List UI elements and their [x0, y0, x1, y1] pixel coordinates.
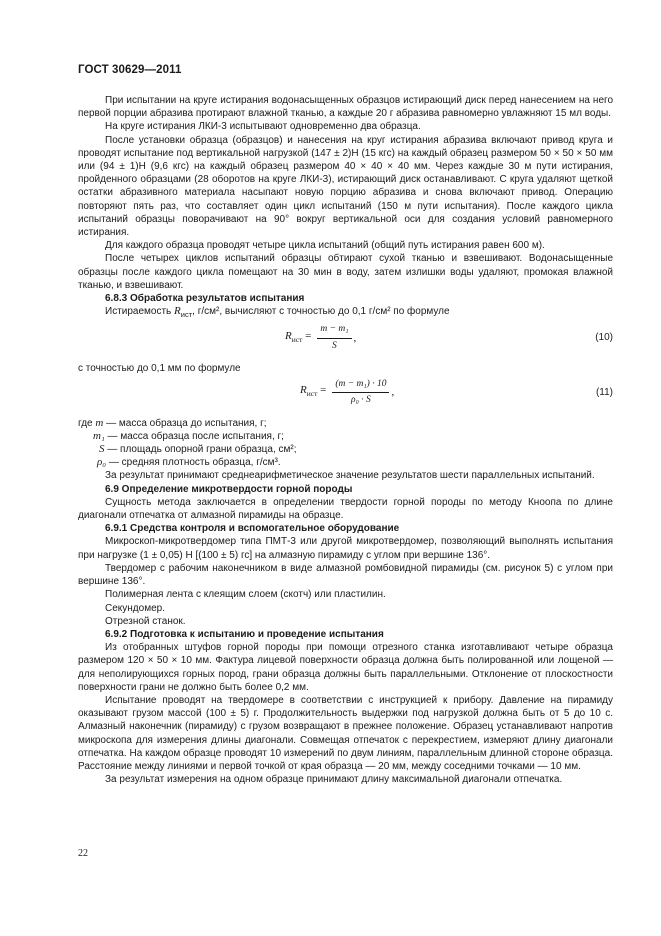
formula-lhs: $R_{ист}$ =: [285, 329, 312, 345]
equipment-item: Полимерная лента с клеящим слоем (скотч) или пластилин.: [105, 589, 386, 601]
formula-number: (10): [595, 332, 613, 344]
fraction-denominator: S: [332, 340, 337, 351]
intro-text: Истираемость: [105, 306, 175, 318]
paragraph: Из отобранных штуфов горной породы при помощи отрезного станка изготавливают четыре образца размером 120 × 50 × 10 мм. Фактура лицевой поверхности образца должна быть полированной или лощеной — для неполирующихся горных пород, грани образца должны быть параллельными. Отклонение от плоскостности поверхности грани не должно быть более 0,2 мм.: [78, 642, 613, 693]
paragraph: После установки образца (образцов) и нанесения на круг истирания абразива включают привод круга и проводят испытание под вертикальной нагрузкой (147 ± 2)Н (15 кгс) на каждый образец размером 50 × 50 × 50 мм или (94 ± 1)Н (9,6 кгс) на каждый образец размером 40 × 40 × 40 мм. Через каждые 30 м пути истирания, пройденного образцами (28 оборотов на круге ЛКИ-3), истирающий диск останавливают. С круга удаляют щеткой остатки абразивного материала насыпают новую порцию абразива и снова включают привод. Операцию повторяют пять раз, что составляет один цикл испытаний (150 м пути испытания). После каждого цикла испытаний образцы поворачивают на 90° вокруг вертикальной оси для создания условий равномерного истирания.: [78, 134, 613, 239]
intro-text: , г/см², вычисляют с точностью до 0,1 г/см² по формуле: [192, 306, 450, 318]
page-content: [78, 94, 613, 786]
symbol-r: R: [174, 305, 181, 318]
paragraph: За результат измерения на одном образце принимают длину максимальной диагонали отпечатка.: [105, 774, 563, 786]
definition-item: где m — масса образца до испытания, г;: [78, 416, 267, 429]
paragraph: При испытании на круге истирания водонасыщенных образцов истирающий диск перед нанесением на него первой порции абразива протирают влажной тканью, а каждые 20 г абразива равномерно увлажняют 15 мл воды.: [78, 95, 613, 120]
formula-expression: $R_{ист}$ = $\frac{\text{m − m₁}}{S}$ ,: [285, 323, 356, 352]
fraction-denominator: ρ₀ · S: [351, 394, 371, 405]
definition-item: m₁ — масса образца после испытания, г;: [93, 429, 284, 442]
fraction: [317, 323, 351, 352]
definitions-list: [78, 417, 613, 470]
fraction: [332, 378, 389, 407]
fraction-numerator: (m − m₁) · 10: [332, 378, 389, 393]
section-heading-6-9-1: 6.9.1 Средства контроля и вспомогательное оборудование: [105, 523, 400, 535]
symbol-sub: ист: [180, 310, 193, 320]
section-heading-6-9: 6.9 Определение микротвердости горной породы: [105, 483, 353, 495]
paragraph: На круге истирания ЛКИ-3 испытывают одновременно два образца.: [105, 121, 421, 133]
equipment-item: Микроскоп-микротвердомер типа ПМТ-3 или другой микротвердомер, позволяющий выполнять испытания при нагрузке (1 ± 0,05) Н [(100 ± 5) гс] на алмазную пирамиду с углом при вершине 136°.: [78, 536, 613, 561]
document-header: ГОСТ 30629—2011: [78, 64, 182, 76]
equipment-item: Отрезной станок.: [105, 615, 186, 627]
formula-10: [78, 323, 613, 359]
page-number: 22: [78, 848, 88, 859]
formula-lhs: $R_{ист}$ =: [300, 384, 327, 399]
paragraph: Испытание проводят на твердомере в соответствии с инструкцией к прибору. Давление на пирамиду оказывают грузом массой (100 ± 5) г. Продолжительность выдержки под нагрузкой должна быть от 5 до 10 с. Алмазный наконечник (пирамиду) с грузом возвращают в прежнее положение. Образец устанавливают напротив микроскопа для измерения длины диагонали. Совмещая отпечаток с перекрестием, измеряют длину диагонали отпечатка. На каждом образце проводят 10 измерений по двум линиям, параллельным длинной стороне образца. Расстояние между линиями и первой точкой от края образца — 20 мм, между соседними точками — 10 мм.: [78, 694, 613, 772]
section-heading-6-9-2: 6.9.2 Подготовка к испытанию и проведение испытания: [105, 628, 384, 640]
paragraph: Для каждого образца проводят четыре цикла испытаний (общий путь истирания равен 600 м).: [105, 240, 545, 252]
equipment-item: Секундомер.: [105, 602, 165, 614]
definition-item: ρ₀ — средняя плотность образца, г/см³.: [97, 456, 281, 469]
paragraph: За результат принимают среднеарифметическое значение результатов шести параллельных испытаний.: [105, 470, 595, 482]
formula-11: [78, 378, 613, 414]
section-heading-6-8-3: 6.8.3 Обработка результатов испытания: [105, 293, 305, 305]
equipment-item: Твердомер с рабочим наконечником в виде алмазной ромбовидной пирамиды (см. рисунок 5) с углом при вершине 136°.: [78, 562, 613, 588]
abrasion-intro: [78, 305, 613, 321]
definition-item: S — площадь опорной грани образца, см²;: [99, 443, 297, 456]
paragraph: Сущность метода заключается в определении твердости горной породы по методу Кноопа по длине диагонали отпечатка от алмазной пирамиды на образце.: [78, 496, 613, 522]
formula-number: (11): [595, 386, 613, 398]
fraction-numerator: m − m₁: [317, 323, 351, 338]
mm-intro: с точностью до 0,1 мм по формуле: [78, 363, 241, 375]
paragraph: После четырех циклов испытаний образцы обтирают сухой тканью и взвешивают. Водонасыщенные образцы после каждого цикла помещают на 30 мин в воду, затем излишки воды удаляют, промокая влажной тканью, и взвешивают.: [78, 253, 613, 291]
formula-expression: $R_{ист}$ = $\frac{\text{(m − m₁) · 10}}{\text{ρ₀ · S}}$ ,: [300, 378, 394, 407]
